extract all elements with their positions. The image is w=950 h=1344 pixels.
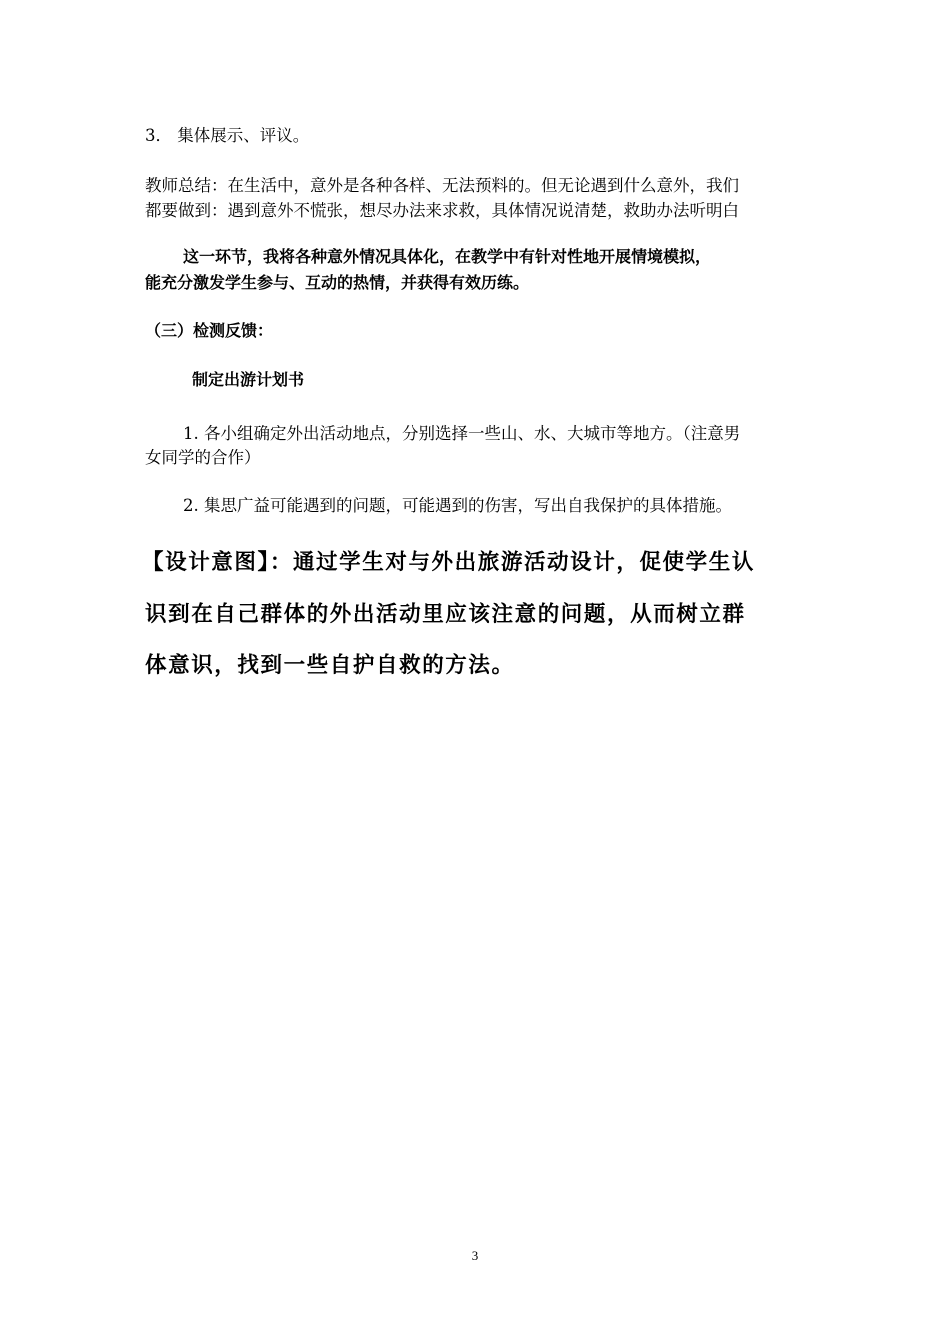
- design-intent-line-2: 识到在自己群体的外出活动里应该注意的问题，从而树立群: [145, 602, 746, 627]
- design-intent-line-3: 体意识，找到一些自护自救的方法。: [145, 653, 515, 678]
- teacher-summary-line-2: 都要做到：遇到意外不慌张，想尽办法来求救，具体情况说清楚，救助办法听明白: [145, 201, 739, 220]
- design-intent-line-1: 【设计意图】：通过学生对与外出旅游活动设计，促使学生认: [142, 550, 755, 575]
- teacher-summary-line-1: 教师总结：在生活中，意外是各种各样、无法预料的。但无论遇到什么意外，我们: [145, 176, 739, 195]
- reflection-line-2: 能充分激发学生参与、互动的热情，并获得有效历练。: [145, 273, 530, 292]
- page-number: 3: [471, 1248, 479, 1263]
- item-2: 2. 集思广益可能遇到的问题，可能遇到的伤害，写出自我保护的具体措施。: [183, 496, 732, 515]
- section-heading: （三）检测反馈：: [145, 321, 274, 340]
- item-1-line-2: 女同学的合作）: [145, 448, 261, 467]
- step-3-text: 3． 集体展示、评议。: [145, 126, 310, 145]
- reflection-line-1: 这一环节，我将各种意外情况具体化，在教学中有针对性地开展情境模拟，: [183, 247, 712, 266]
- subheading: 制定出游计划书: [192, 370, 305, 389]
- item-1-line-1: 1. 各小组确定外出活动地点，分别选择一些山、水、大城市等地方。（注意男: [183, 424, 741, 443]
